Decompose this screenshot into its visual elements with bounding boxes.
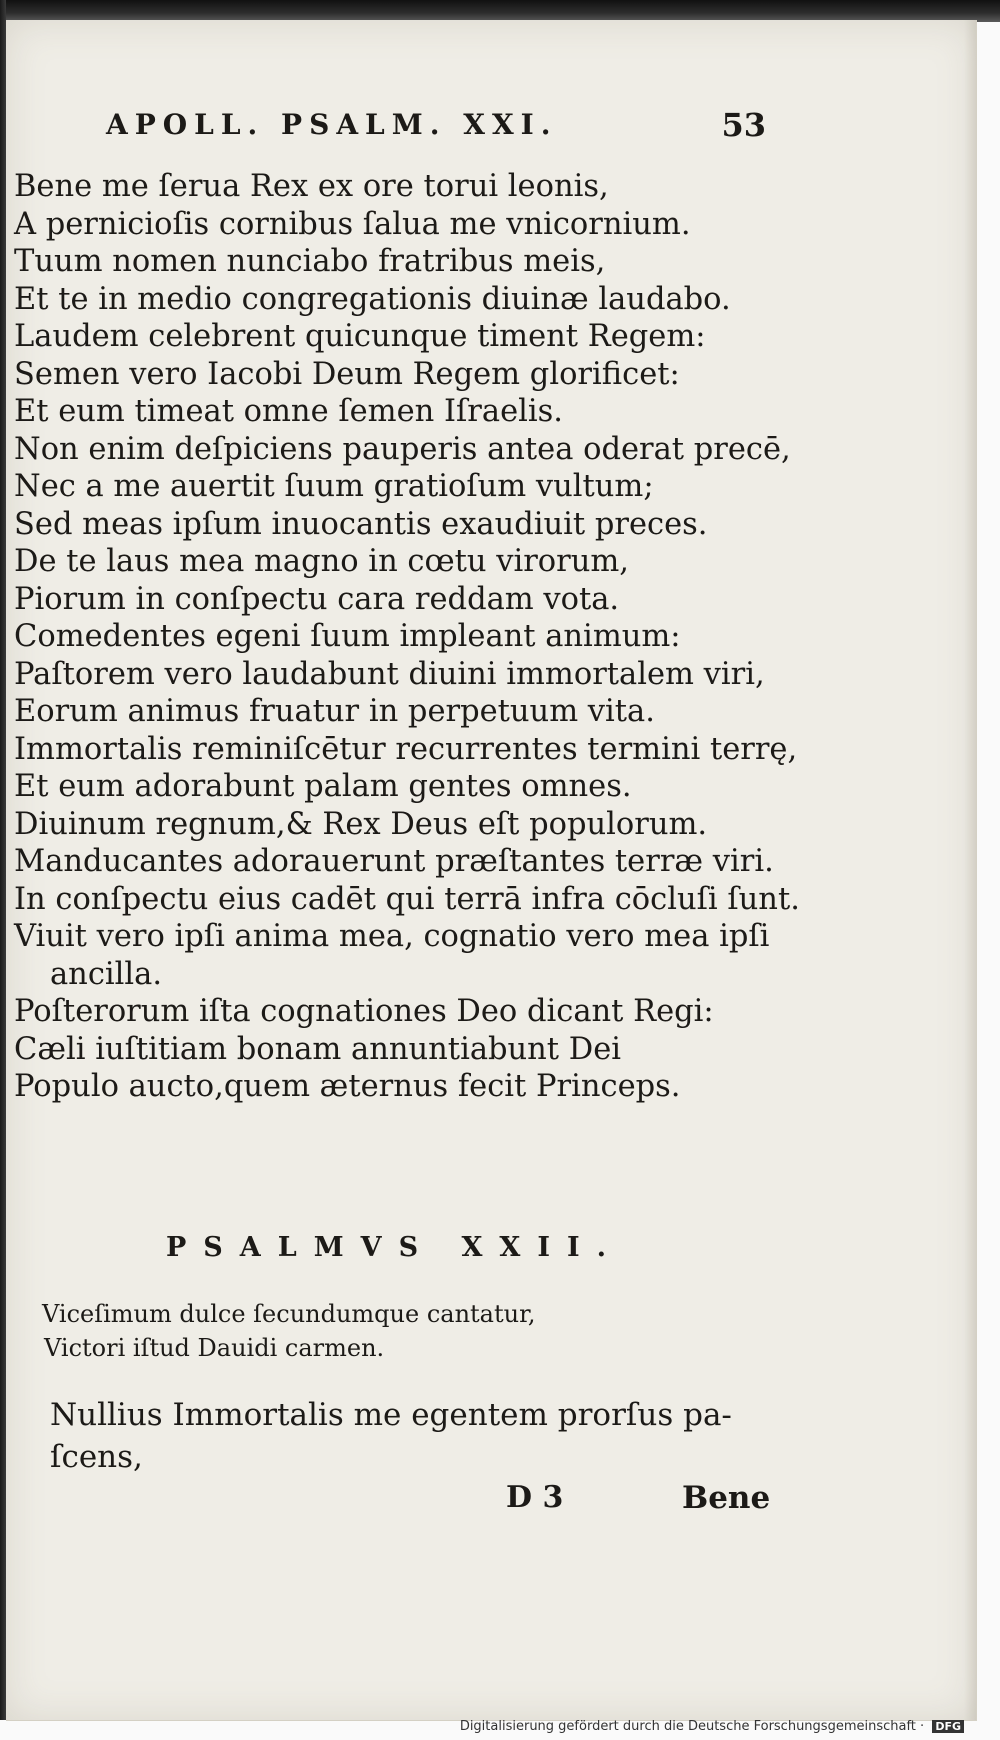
psalm-superscription bbox=[42, 1297, 536, 1365]
verse-line: Nec a me auertit ſuum gratioſum vultum; bbox=[14, 469, 654, 504]
verse-line: In conſpectu eius cadēt qui terrā infra cōcluſi ſunt. bbox=[14, 881, 800, 917]
catchword: Bene bbox=[682, 1480, 771, 1516]
running-head bbox=[106, 108, 766, 158]
verse-line: Paſtorem vero laudabunt diuini immortalem viri, bbox=[14, 656, 765, 692]
superscription-line: Viceſimum dulce ſecundumque cantatur, bbox=[42, 1300, 536, 1328]
verse-line: Comedentes egeni ſuum impleant animum: bbox=[14, 619, 681, 654]
verse-line: Et te in medio congregationis diuinæ laudabo. bbox=[14, 281, 731, 317]
verse-line: A pernicioſis cornibus ſalua me vnicornium. bbox=[14, 206, 691, 242]
opening-line: ſcens, bbox=[50, 1439, 143, 1475]
verse-line: Bene me ſerua Rex ex ore torui leonis, bbox=[14, 169, 609, 204]
verse-line: Et eum timeat omne ſemen Iſraelis. bbox=[14, 394, 563, 429]
verse-line: Eorum animus fruatur in perpetuum vita. bbox=[14, 694, 655, 729]
verse-line: Sed meas ipſum inuocantis exaudiuit preces. bbox=[14, 506, 708, 542]
verse-line: Tuum nomen nunciabo fratribus meis, bbox=[14, 244, 606, 279]
verse-line: Manducantes adorauerunt præſtantes terræ viri. bbox=[14, 844, 774, 879]
verse-line: Viuit vero ipſi anima mea, cognatio vero mea ipſi bbox=[14, 919, 770, 954]
verse-line-continuation: ancilla. bbox=[50, 956, 163, 992]
verse-line: Diuinum regnum,& Rex Deus eſt populorum. bbox=[14, 806, 708, 842]
verse-line: Semen vero Iacobi Deum Regem glorificet: bbox=[14, 356, 680, 392]
signature-mark: D 3 bbox=[506, 1480, 564, 1515]
verse-line: Non enim deſpiciens pauperis antea oderat precē, bbox=[14, 431, 791, 467]
verse-line: Cæli iuſtitiam bonam annuntiabunt Dei bbox=[14, 1031, 622, 1067]
verse-line: Piorum in conſpectu cara reddam vota. bbox=[14, 581, 620, 617]
opening-line: Nullius Immortalis me egentem prorſus pa- bbox=[50, 1397, 732, 1433]
book-page bbox=[6, 20, 977, 1721]
verse-line: Populo aucto,quem æternus fecit Princeps. bbox=[14, 1069, 681, 1104]
verse-line: De te laus mea magno in cœtu virorum, bbox=[14, 544, 630, 579]
funding-credit-text: Digitalisierung gefördert durch die Deutsche Forschungsgemeinschaft · bbox=[459, 1719, 925, 1734]
verse-line: Immortalis reminiſcētur recurrentes termini terrę, bbox=[14, 731, 798, 767]
verse-block bbox=[14, 168, 800, 1106]
funding-credit bbox=[460, 1719, 964, 1734]
verse-line: Et eum adorabunt palam gentes omnes. bbox=[14, 769, 632, 804]
top-shadow bbox=[0, 0, 1000, 22]
psalm-heading: PSALMVS XXII. bbox=[166, 1232, 624, 1263]
psalm-opening bbox=[50, 1394, 732, 1478]
running-title: APOLL. PSALM. XXI. bbox=[106, 108, 558, 141]
verse-line: Poſterorum iſta cognationes Deo dicant Regi: bbox=[14, 994, 714, 1029]
page-edge bbox=[964, 20, 976, 1720]
superscription-line: Victori iſtud Dauidi carmen. bbox=[44, 1334, 385, 1362]
verse-line: Laudem celebrent quicunque timent Regem: bbox=[14, 319, 706, 354]
page-number: 53 bbox=[721, 106, 766, 144]
dfg-logo: DFG bbox=[932, 1720, 964, 1733]
